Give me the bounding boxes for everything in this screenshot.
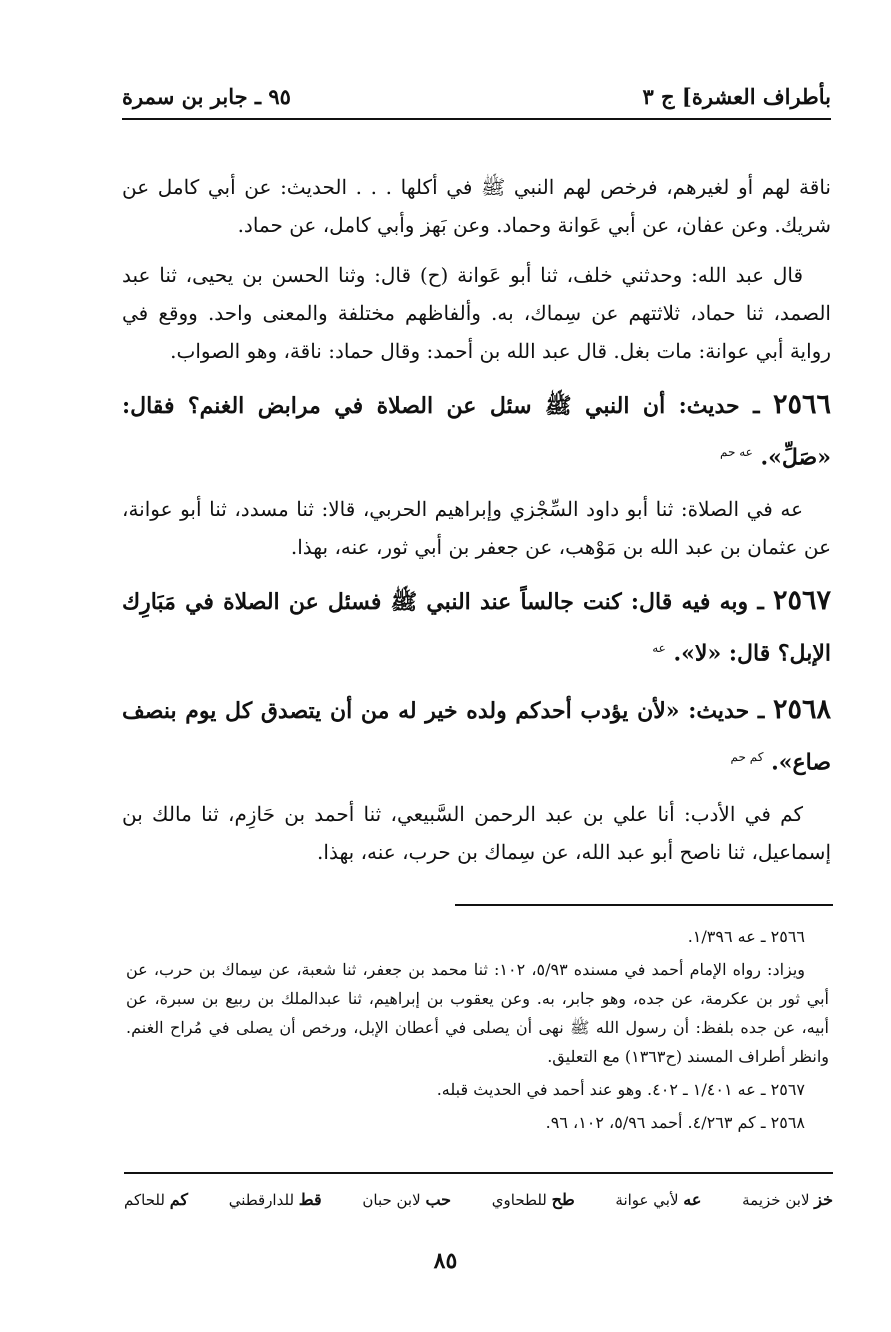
hadith-entry	[122, 578, 831, 676]
hadith-text: ـ حديث: أن النبي ﷺ سئل عن الصلاة في مرابض الغنم؟ فقال: «صَلِّ».	[122, 393, 831, 471]
abbreviation-label: للدارقطني	[228, 1191, 295, 1209]
abbreviation-label: لأبي عوانة	[615, 1191, 679, 1209]
book-title: بأطراف العشرة] ج ٣	[642, 84, 831, 109]
running-header	[122, 78, 831, 120]
abbreviation-item	[742, 1190, 833, 1209]
hadith-text: ـ حديث: «لأن يؤدب أحدكم ولده خير له من أن يتصدق كل يوم بنصف صاع».	[122, 697, 831, 775]
abbreviation-label: لابن خزيمة	[742, 1191, 810, 1209]
footnote-separator	[455, 904, 833, 906]
abbreviation-code: قط	[298, 1190, 322, 1209]
abbreviation-item	[492, 1190, 575, 1209]
abbreviation-code: عه	[683, 1190, 702, 1209]
footnote: ٢٥٦٧ ـ عه ١/٤٠١ ـ ٤٠٢. وهو عند أحمد في الحديث قبله.	[436, 1080, 805, 1099]
hadith-number: ٢٥٦٦	[772, 389, 831, 420]
abbreviation-code: خز	[814, 1190, 833, 1209]
abbreviation-code: كم	[169, 1190, 188, 1209]
hadith-number: ٢٥٦٧	[772, 585, 831, 617]
abbreviation-label: لابن حبان	[362, 1191, 421, 1209]
footnotes	[126, 922, 829, 1141]
abbreviation-item	[229, 1190, 322, 1209]
chapter-title: ٩٥ ـ جابر بن سمرة	[122, 84, 291, 109]
abbreviation-item	[615, 1190, 701, 1209]
hadith-text: ـ وبه فيه قال: كنت جالساً عند النبي ﷺ فسئل عن الصلاة في مَبَارِك الإبل؟ قال: «لا».	[122, 589, 831, 667]
paragraph: كم في الأدب: أنا علي بن عبد الرحمن السَّبيعي، ثنا أحمد بن حَازِم، ثنا مالك بن إسماعيل، ثنا ناصح أبو عبد الله، عن سِماك بن حرب، عنه، بهذا.	[122, 801, 831, 864]
main-text	[122, 168, 831, 883]
hadith-number: ٢٥٦٨	[772, 693, 831, 725]
footnote: ويزاد: رواه الإمام أحمد في مسنده ٥/٩٣، ١٠٢: ثنا محمد بن جعفر، ثنا شعبة، عن سِماك بن حرب، عن أبي ثور بن عكرمة، عن جده، وهو جابر، به. وعن يعقوب بن إبراهيم، ثنا عبدالملك بن ربيع بن سبرة، عن أبيه، عن جده بلفظ: أن رسول الله ﷺ نهى أن يصلى في أعطان الإبل، ورخص أن يصلى في مُراح الغنم. وانظر أطراف المسند (ح١٣٦٣) مع التعليق.	[126, 960, 830, 1066]
abbreviation-label: للحاكم	[124, 1191, 165, 1209]
source-codes: كم حم	[730, 749, 764, 764]
paragraph: قال عبد الله: وحدثني خلف، ثنا أبو عَوانة (ح) قال: وثنا الحسن بن يحيى، ثنا عبد الصمد، ثنا حماد، ثلاثتهم عن سِماك، به. وألفاظهم مختلفة والمعنى واحد. ووقع في رواية أبي عوانة: مات بغل. قال عبد الله بن أحمد: وقال حماد: ناقة، وهو الصواب.	[122, 263, 831, 363]
page-number: ٨٥	[433, 1248, 458, 1274]
hadith-entry	[122, 382, 831, 480]
abbreviation-item	[362, 1190, 451, 1209]
footnote: ٢٥٦٨ ـ كم ٤/٢٦٣. أحمد ٥/٩٦، ١٠٢، ٩٦.	[545, 1113, 805, 1132]
paragraph: ناقة لهم أو لغيرهم، فرخص لهم النبي ﷺ في أكلها . . . الحديث: عن أبي كامل عن شريك. وعن عفان، عن أبي عَوانة وحماد. وعن بَهز وأبي كامل، عن حماد.	[122, 175, 831, 237]
source-codes: عه	[652, 641, 666, 656]
abbreviation-key	[124, 1190, 833, 1209]
abbreviation-label: للطحاوي	[491, 1191, 547, 1209]
source-codes: عه حم	[720, 445, 753, 459]
abbreviation-code: طح	[551, 1190, 575, 1209]
paragraph: عه في الصلاة: ثنا أبو داود السِّجْزي وإبراهيم الحربي، قالا: ثنا مسدد، ثنا أبو عوانة، عن عثمان بن عبد الله بن مَوْهب، عن جعفر بن أبي ثور، عنه، بهذا.	[122, 497, 831, 560]
abbreviation-item	[124, 1190, 188, 1209]
abbreviation-code: حب	[425, 1190, 452, 1209]
footnote: ٢٥٦٦ ـ عه ١/٣٩٦.	[687, 927, 805, 946]
hadith-entry	[122, 687, 831, 785]
abbreviation-separator	[124, 1172, 833, 1174]
